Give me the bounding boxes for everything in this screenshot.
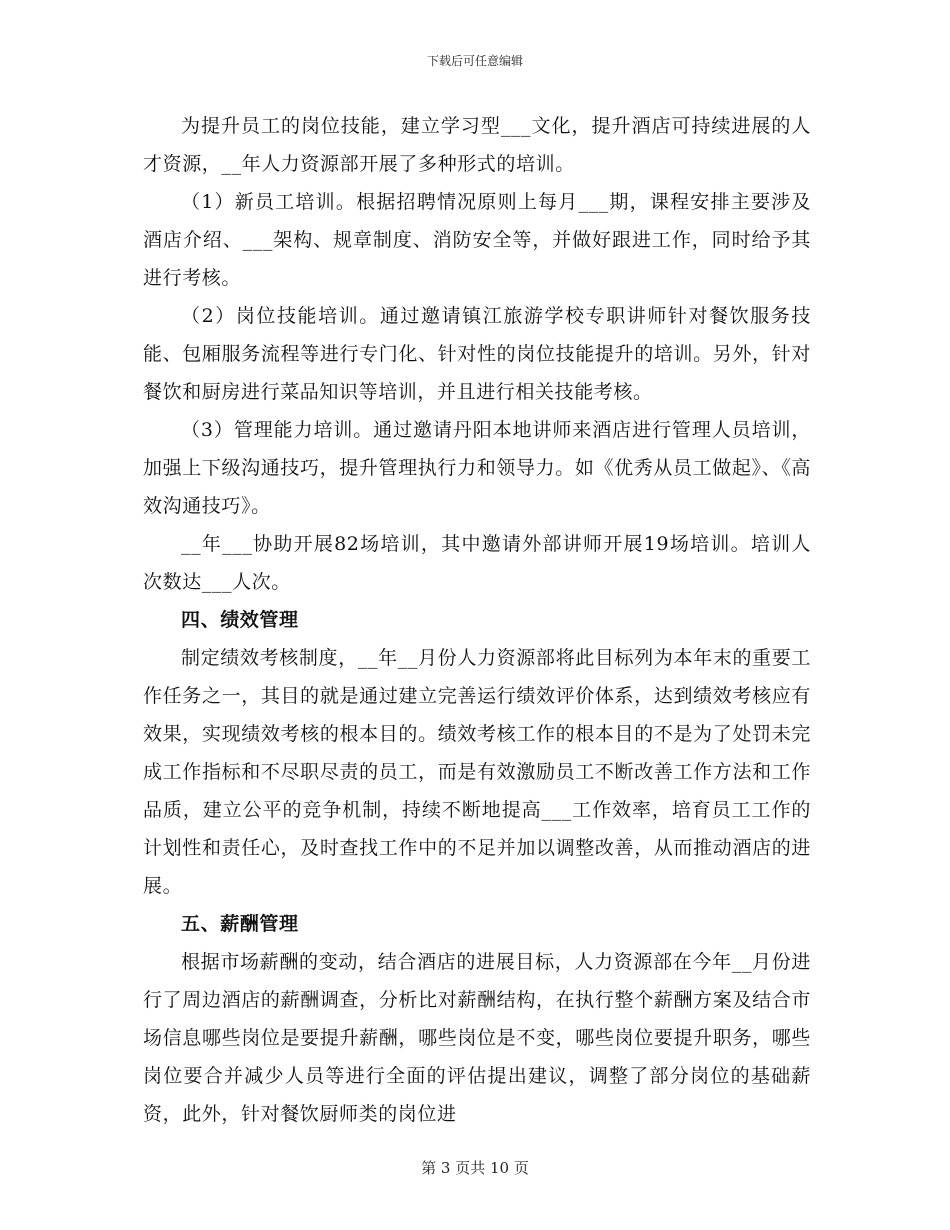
paragraph-salary: 根据市场薪酬的变动，结合酒店的进展目标，人力资源部在今年__月份进行了周边酒店的薪酬调查，分析比对薪酬结构，在执行整个薪酬方案及结合市场信息哪些岗位是要提升薪酬，哪些岗位是不变，哪些岗位要提升职务，哪些岗位要合并减少人员等进行全面的评估提出建议，调整了部分岗位的基础薪资，此外，针对餐饮厨师类的岗位进	[143, 951, 811, 1125]
paragraph-skills-training: （2）岗位技能培训。通过邀请镇江旅游学校专职讲师针对餐饮服务技能、包厢服务流程等进行专门化、针对性的岗位技能提升的培训。另外，针对餐饮和厨房进行菜品知识等培训，并且进行相关技能考核。	[143, 305, 811, 403]
paragraph-training-summary: __年___协助开展82场培训，其中邀请外部讲师开展19场培训。培训人次数达___人次。	[143, 533, 811, 593]
page-header: 下载后可任意编辑	[426, 54, 523, 68]
section-heading-performance: 四、绩效管理	[181, 609, 299, 631]
paragraph-management-training: （3）管理能力培训。通过邀请丹阳本地讲师来酒店进行管理人员培训，加强上下级沟通技巧，提升管理执行力和领导力。如《优秀从员工做起》、《高效沟通技巧》。	[143, 419, 811, 517]
paragraph-performance: 制定绩效考核制度，__年__月份人力资源部将此目标列为本年末的重要工作任务之一，其目的就是通过建立完善运行绩效评价体系，达到绩效考核应有效果，实现绩效考核的根本目的。绩效考核工作的根本目的不是为了处罚未完成工作指标和不尽职尽责的员工，而是有效激励员工不断改善工作方法和工作品质，建立公平的竞争机制，持续不断地提高___工作效率，培育员工工作的计划性和责任心，及时查找工作中的不足并加以调整改善，从而推动酒店的进展。	[143, 647, 811, 897]
document-body	[143, 107, 811, 1133]
paragraph-new-staff-training: （1）新员工培训。根据招聘情况原则上每月___期，课程安排主要涉及酒店介绍、___架构、规章制度、消防安全等，并做好跟进工作，同时给予其进行考核。	[143, 191, 811, 289]
page-footer: 第 3 页共 10 页	[421, 1159, 529, 1177]
paragraph-training-intro: 为提升员工的岗位技能，建立学习型___文化，提升酒店可持续进展的人才资源，__年人力资源部开展了多种形式的培训。	[143, 115, 811, 175]
section-heading-salary: 五、薪酬管理	[181, 913, 299, 935]
